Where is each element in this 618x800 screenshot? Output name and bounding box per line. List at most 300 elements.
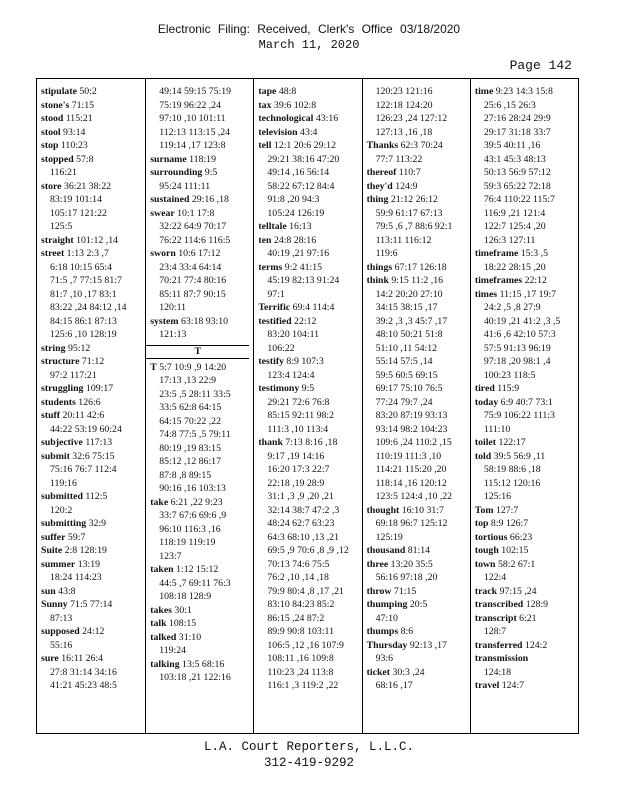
page-line-refs: 16:11 26:4	[58, 653, 104, 664]
index-entry-line	[258, 261, 361, 275]
index-entry-line	[150, 604, 253, 618]
index-word: swear	[150, 207, 175, 219]
index-entry-line	[41, 99, 145, 113]
index-entry-line	[41, 450, 145, 464]
page-line-refs: 9:15 11:2 ,16	[388, 275, 444, 286]
page-line-refs: 74:8 77:5 ,5 79:11	[159, 429, 231, 440]
page-line-refs: 75:19 96:22 ,24	[159, 99, 221, 111]
page-line-refs: 126:6	[75, 396, 101, 408]
index-entry-line	[41, 234, 145, 248]
page-line-refs: 1:12 15:12	[173, 564, 219, 575]
index-entry	[150, 617, 253, 631]
index-entry	[367, 558, 470, 585]
index-entry-line	[150, 193, 253, 207]
page-line-refs: 59:9 61:17 67:13	[375, 207, 443, 219]
page-line-refs: 95:24 111:11	[159, 180, 211, 192]
index-entry-line	[475, 598, 578, 612]
page-line-refs: 22:12	[522, 275, 547, 286]
index-word: toilet	[474, 437, 497, 448]
page-line-refs: 45:19 82:13 91:24	[267, 275, 340, 286]
index-word: testimony	[258, 383, 300, 394]
page-line-refs: 32:14 38:7 47:2 ,3	[267, 504, 340, 516]
index-table	[36, 78, 579, 734]
page-line-refs: 124:2	[522, 639, 548, 651]
index-entry-continuation	[367, 85, 470, 139]
index-entry	[258, 234, 361, 261]
index-entry	[41, 234, 145, 248]
index-entry-line	[367, 193, 470, 207]
index-word: timeframe	[474, 248, 519, 259]
page-line-refs: 125:5	[50, 221, 73, 232]
index-entry-line	[150, 247, 253, 261]
page-line-refs: 24:12	[79, 626, 105, 637]
index-entry-line	[367, 139, 470, 153]
page-line-refs: 20:5	[407, 599, 428, 610]
index-entry	[41, 625, 145, 652]
page-line-refs: 85:11 87:7 90:15	[159, 288, 226, 300]
page-line-refs: 6:21	[516, 612, 537, 624]
page-line-refs: 67:17 126:18	[392, 261, 447, 273]
index-word: telltale	[258, 221, 287, 232]
index-entry	[367, 193, 470, 261]
page-line-refs: 119:14 ,17 123:8	[159, 140, 226, 151]
index-entry-line	[41, 409, 145, 423]
page-line-refs: 126:3 127:11	[483, 234, 536, 246]
page-line-refs: 43:16	[313, 113, 339, 124]
page-line-refs: 39:5 56:9 ,11	[491, 450, 546, 462]
page-line-refs: 128:7	[483, 626, 507, 637]
page-line-refs: 48:10 50:21 51:8	[375, 329, 443, 340]
index-entry	[41, 112, 145, 126]
index-entry-line	[150, 631, 253, 645]
index-entry-line	[258, 126, 361, 140]
page-line-refs: 110:7	[396, 167, 421, 178]
index-entry-line	[258, 382, 361, 396]
page-line-refs: 64:15 70:22 ,22	[159, 415, 221, 427]
page-line-refs: 116:21	[50, 167, 77, 178]
index-entry	[475, 85, 578, 247]
index-entry	[41, 652, 145, 693]
index-entry	[475, 679, 578, 693]
page-line-refs: 31:1 ,3 ,9 ,20 ,21	[267, 491, 334, 502]
page-line-refs: 100:23 118:5	[483, 369, 536, 381]
page-line-refs: 70:13 74:6 75:5	[267, 558, 330, 570]
page-line-refs: 95:12	[65, 342, 91, 354]
page-line-refs: 93:6	[375, 653, 394, 664]
page-line-refs: 48:8	[276, 86, 297, 97]
index-entry-line	[367, 625, 470, 639]
page-line-refs: 121:13	[159, 329, 187, 340]
page-line-refs: 44:5 ,7 69:11 76:3	[159, 577, 231, 589]
index-column-3	[253, 79, 361, 733]
index-word: store	[41, 180, 62, 192]
page-line-refs: 81:14	[405, 545, 431, 556]
page-line-refs: 92:13 ,17	[407, 639, 447, 651]
index-entry-line	[258, 301, 361, 315]
index-entry-line	[475, 679, 578, 693]
index-word: supposed	[41, 626, 80, 637]
page-line-refs: 29:21 72:6 76:8	[267, 396, 330, 408]
page-line-refs: 40:19 ,21 41:2 ,3 ,5	[483, 315, 561, 327]
page-line-refs: 32:22 64:9 70:17	[159, 221, 227, 232]
index-entry	[41, 355, 145, 382]
index-entry	[475, 247, 578, 274]
index-entry-line	[41, 342, 145, 356]
index-entry	[367, 166, 470, 180]
index-entry-line	[258, 220, 361, 234]
page-line-refs: 64:3 68:10 ,13 ,21	[267, 531, 339, 543]
index-word: stone's	[41, 99, 70, 111]
index-word: stool	[41, 126, 61, 138]
index-word: Thanks	[366, 140, 399, 151]
index-entry	[258, 112, 361, 126]
index-word: throw	[366, 585, 392, 597]
page-line-refs: 39:6 102:8	[271, 99, 317, 111]
page-line-refs: 71:15	[69, 99, 95, 111]
index-entry-line	[41, 531, 145, 545]
index-word: stopped	[41, 153, 74, 165]
page-line-refs: 90:16 ,16 103:13	[159, 483, 226, 494]
page-line-refs: 127:13 ,16 ,18	[375, 126, 433, 138]
reporter-phone: 312-419-9292	[263, 756, 354, 770]
page-line-refs: 51:10 ,11 54:12	[375, 342, 438, 354]
page-line-refs: 32:6 75:15	[69, 450, 115, 462]
index-entry	[41, 436, 145, 450]
page-line-refs: 8:6	[398, 626, 414, 637]
index-word: think	[366, 275, 389, 286]
page-line-refs: 30:3 ,24	[390, 666, 425, 678]
page-line-refs: 16:20 17:3 22:7	[267, 464, 330, 475]
index-entry-line	[41, 558, 145, 572]
page-line-refs: 23:5 ,5 28:11 33:5	[159, 388, 231, 400]
index-entry	[367, 544, 470, 558]
page-line-refs: 79:5 ,6 ,7 88:6 92:1	[375, 221, 453, 232]
index-entry	[41, 247, 145, 342]
index-word: tough	[474, 545, 499, 556]
page-line-refs: 59:3 65:22 72:18	[483, 180, 551, 192]
index-word: thank	[258, 437, 283, 448]
page-line-refs: 110:19 111:3 ,10	[375, 450, 442, 462]
page-line-refs: 13:19	[75, 558, 101, 570]
page-line-refs: 122:18 124:20	[375, 99, 433, 111]
page-line-refs: 9:5	[299, 383, 315, 394]
page-line-refs: 109:17	[83, 383, 114, 394]
index-word: town	[474, 558, 496, 570]
index-word: transcribed	[474, 599, 524, 610]
page-line-refs: 128:9	[523, 599, 549, 610]
page-line-refs: 55:16	[50, 639, 73, 651]
page-line-refs: 89:9 90:8 103:11	[267, 626, 334, 637]
index-entry-line	[150, 361, 253, 375]
page-line-refs: 75:9 106:22 111:3	[483, 410, 555, 421]
page-line-refs: 56:16 97:18 ,20	[375, 572, 438, 583]
page-line-refs: 29:21 38:16 47:20	[267, 153, 340, 165]
index-entry-line	[475, 85, 578, 99]
index-word: ticket	[366, 666, 391, 678]
index-word: thumping	[366, 599, 408, 610]
index-entry	[41, 450, 145, 491]
index-entry	[150, 247, 253, 315]
page-line-refs: 97:15 ,24	[497, 585, 537, 597]
page-line-refs: 118:19 119:19	[159, 537, 216, 548]
page-line-refs: 23:4 33:4 64:14	[159, 261, 222, 273]
index-entry	[475, 639, 578, 653]
index-word: travel	[474, 680, 500, 691]
index-entry	[475, 436, 578, 450]
index-entry-line	[258, 139, 361, 153]
page-line-refs: 58:2 67:1	[495, 558, 536, 570]
index-entry	[41, 139, 145, 153]
page-line-refs: 32:9	[86, 518, 107, 529]
page-line-refs: 59:5 60:5 69:15	[375, 369, 438, 381]
page-line-refs: 77:7 113:22	[375, 153, 423, 165]
index-word: tax	[258, 99, 272, 111]
index-word: track	[474, 585, 498, 597]
index-entry	[258, 85, 361, 99]
index-entry	[41, 531, 145, 545]
index-entry-line	[367, 598, 470, 612]
page-line-refs: 75:16 76:7 112:4	[50, 464, 117, 475]
page-line-refs: 9:5	[202, 167, 218, 178]
page-line-refs: 93:14 98:2 104:23	[375, 423, 448, 435]
index-word: stuff	[41, 410, 61, 421]
index-entry-line	[150, 166, 253, 180]
page-line-refs: 43:4	[297, 126, 318, 138]
page-number: Page 142	[509, 58, 572, 73]
index-word: takes	[150, 604, 172, 616]
index-entry	[367, 139, 470, 166]
index-word: today	[474, 396, 499, 408]
page-line-refs: 77:24 79:7 ,24	[375, 396, 433, 408]
index-entry-line	[258, 234, 361, 248]
page-line-refs: 122:4	[483, 572, 507, 583]
page-line-refs: 8:9 107:3	[283, 356, 324, 367]
page-line-refs: 110:23	[58, 140, 88, 151]
page-line-refs: 76:22 114:6 116:5	[159, 234, 231, 246]
page-line-refs: 16:10 31:7	[399, 504, 444, 516]
index-entry-line	[150, 315, 253, 329]
index-entry-line	[475, 450, 578, 464]
index-word: transcript	[474, 612, 517, 624]
index-word: timeframes	[474, 275, 523, 286]
index-word: things	[366, 261, 393, 273]
index-entry	[150, 658, 253, 685]
index-entry-line	[41, 598, 145, 612]
index-entry-line	[475, 396, 578, 410]
index-entry	[41, 558, 145, 585]
page-line-refs: 97:10 ,10 101:11	[159, 113, 226, 124]
index-entry-line	[150, 563, 253, 577]
index-word: stop	[41, 140, 59, 151]
page-line-refs: 124:18	[483, 666, 512, 678]
index-word: sustained	[150, 194, 190, 205]
index-word: T	[150, 361, 157, 373]
index-word: students	[41, 396, 76, 408]
page-line-refs: 71:15	[391, 585, 417, 597]
page-line-refs: 84:15 86:1 87:13	[50, 315, 117, 327]
page-line-refs: 123:7	[159, 550, 182, 562]
page-line-refs: 119:6	[375, 248, 398, 259]
page-line-refs: 27:8 31:14 34:16	[50, 666, 117, 678]
page-line-refs: 123:5 124:4 ,10 ,22	[375, 491, 453, 502]
page-line-refs: 85:12 ,12 86:17	[159, 456, 221, 467]
page-line-refs: 8:9 126:7	[488, 518, 529, 529]
page-line-refs: 122:7 125:4 ,20	[483, 221, 546, 232]
index-entry	[150, 315, 253, 342]
index-word: testify	[258, 356, 284, 367]
index-entry-line	[258, 112, 361, 126]
index-entry-line	[41, 517, 145, 531]
index-entry	[150, 563, 253, 604]
index-entry	[258, 139, 361, 220]
index-entry-line	[367, 166, 470, 180]
index-word: technological	[258, 113, 314, 124]
index-word: terms	[258, 261, 283, 273]
index-word: told	[474, 450, 492, 462]
index-entry-line	[258, 315, 361, 329]
index-entry-line	[41, 112, 145, 126]
page-line-refs: 113:11 116:12	[375, 234, 432, 246]
page-line-refs: 119:24	[159, 645, 187, 656]
page-line-refs: 12:1 20:6 29:12	[271, 140, 336, 151]
page-line-refs: 124:9	[392, 180, 418, 192]
page-line-refs: 1:13 2:3 ,7	[64, 248, 109, 259]
index-entry	[367, 261, 470, 275]
index-entry	[41, 598, 145, 625]
index-entry	[150, 604, 253, 618]
index-word: top	[474, 518, 489, 529]
page-line-refs: 109:6 ,24 110:2 ,15	[375, 437, 452, 448]
page-line-refs: 39:5 40:11 ,16	[483, 140, 541, 151]
page-line-refs: 9:23 14:3 15:8	[493, 86, 553, 97]
index-word: they'd	[366, 180, 393, 192]
page-line-refs: 6:9 40:7 73:1	[498, 396, 553, 408]
index-word: thousand	[366, 545, 406, 556]
page-line-refs: 87:13	[50, 612, 73, 624]
index-entry-line	[367, 261, 470, 275]
index-word: time	[474, 86, 494, 97]
index-entry-line	[367, 544, 470, 558]
index-column-2	[145, 79, 253, 733]
index-entry	[150, 207, 253, 248]
page-line-refs: 91:8 ,20 94:3	[267, 194, 320, 205]
page-line-refs: 41:6 ,6 42:10 57:3	[483, 329, 556, 340]
page-line-refs: 115:12 120:16	[483, 477, 541, 489]
page-line-refs: 110:23 ,24 113:8	[267, 666, 334, 678]
page-line-refs: 10:1 17:8	[174, 207, 215, 219]
page-line-refs: 85:15 92:11 98:2	[267, 410, 334, 421]
page-line-refs: 10:6 17:12	[175, 248, 221, 259]
page-line-refs: 111:3 ,10 113:4	[267, 423, 329, 435]
index-word: taken	[150, 564, 174, 575]
page-line-refs: 116:1 ,3 119:2 ,22	[267, 680, 339, 691]
index-word: television	[258, 126, 298, 138]
index-word: Terrific	[258, 302, 291, 313]
index-entry	[475, 450, 578, 504]
index-entry-line	[367, 666, 470, 680]
index-word: Sunny	[41, 599, 68, 610]
index-entry-line	[475, 531, 578, 545]
index-entry-line	[367, 274, 470, 288]
index-word: sun	[41, 585, 56, 597]
index-entry	[41, 517, 145, 531]
index-word: tortious	[474, 531, 508, 543]
index-entry	[475, 585, 578, 599]
page-line-refs: 14:2 20:20 27:10	[375, 288, 443, 300]
index-entry-line	[41, 436, 145, 450]
page-line-refs: 120:11	[159, 302, 187, 313]
page-line-refs: 125:19	[375, 531, 403, 543]
index-word: Thursday	[366, 639, 408, 651]
page-line-refs: 79:9 80:4 ,8 ,17 ,21	[267, 585, 344, 597]
page-line-refs: 55:14 57:5 ,14	[375, 356, 433, 367]
index-entry	[41, 409, 145, 436]
page-line-refs: 57:8	[73, 153, 94, 165]
index-entry-line	[150, 496, 253, 510]
page-line-refs: 101:12 ,14	[73, 234, 119, 246]
index-entry	[475, 612, 578, 639]
page-line-refs: 29:16 ,18	[189, 194, 229, 205]
index-entry	[41, 382, 145, 396]
page-line-refs: 18:24 114:23	[50, 572, 102, 583]
index-entry-line	[41, 396, 145, 410]
index-entry-line	[475, 436, 578, 450]
index-entry	[41, 544, 145, 558]
index-word: surname	[150, 153, 187, 165]
page-line-refs: 80:19 ,19 83:15	[159, 442, 221, 454]
page-line-refs: 83:10 84:23 85:2	[267, 599, 335, 610]
page-line-refs: 49:14 ,16 56:14	[267, 167, 330, 178]
index-entry-line	[258, 85, 361, 99]
index-entry-line	[150, 658, 253, 672]
index-word: thought	[366, 504, 400, 516]
page-line-refs: 105:24 126:19	[267, 207, 325, 219]
index-word: string	[41, 342, 66, 354]
index-entry	[258, 355, 361, 382]
index-entry	[41, 180, 145, 234]
index-word: testified	[258, 315, 292, 327]
page-line-refs: 40:19 ,21 97:16	[267, 248, 330, 259]
page-line-refs: 13:20 35:5	[388, 558, 433, 570]
index-word: thing	[366, 194, 389, 205]
page-line-refs: 20:11 42:6	[60, 410, 105, 421]
filing-header: Electronic Filing: Received, Clerk's Office 03/18/2020	[157, 22, 461, 36]
page-line-refs: 122:17	[496, 437, 526, 448]
index-word: tape	[258, 86, 277, 97]
page-line-refs: 22:18 ,19 28:9	[267, 477, 325, 489]
index-entry	[258, 126, 361, 140]
page-line-refs: 114:21 115:20 ,20	[375, 464, 447, 475]
index-entry-line	[41, 490, 145, 504]
page-line-refs: 25:6 ,15 26:3	[483, 99, 536, 111]
index-entry	[367, 625, 470, 639]
index-entry	[150, 361, 253, 496]
index-word: summer	[41, 558, 76, 570]
page-line-refs: 70:21 77:4 80:16	[159, 275, 227, 286]
index-word: take	[150, 496, 169, 508]
section-letter-heading: T	[146, 345, 249, 359]
page-line-refs: 39:2 ,3 ,3 45:7 ,17	[375, 315, 448, 327]
page-line-refs: 108:18 128:9	[159, 591, 212, 602]
page-line-refs: 76:4 110:22 115:7	[483, 194, 555, 205]
page-line-refs: 41:21 45:23 48:5	[50, 680, 117, 691]
index-entry-line	[41, 126, 145, 140]
index-column-1	[37, 79, 145, 733]
index-entry-line	[150, 207, 253, 221]
index-word: stipulate	[41, 86, 77, 97]
index-entry-line	[258, 99, 361, 113]
index-column-5	[470, 79, 578, 733]
